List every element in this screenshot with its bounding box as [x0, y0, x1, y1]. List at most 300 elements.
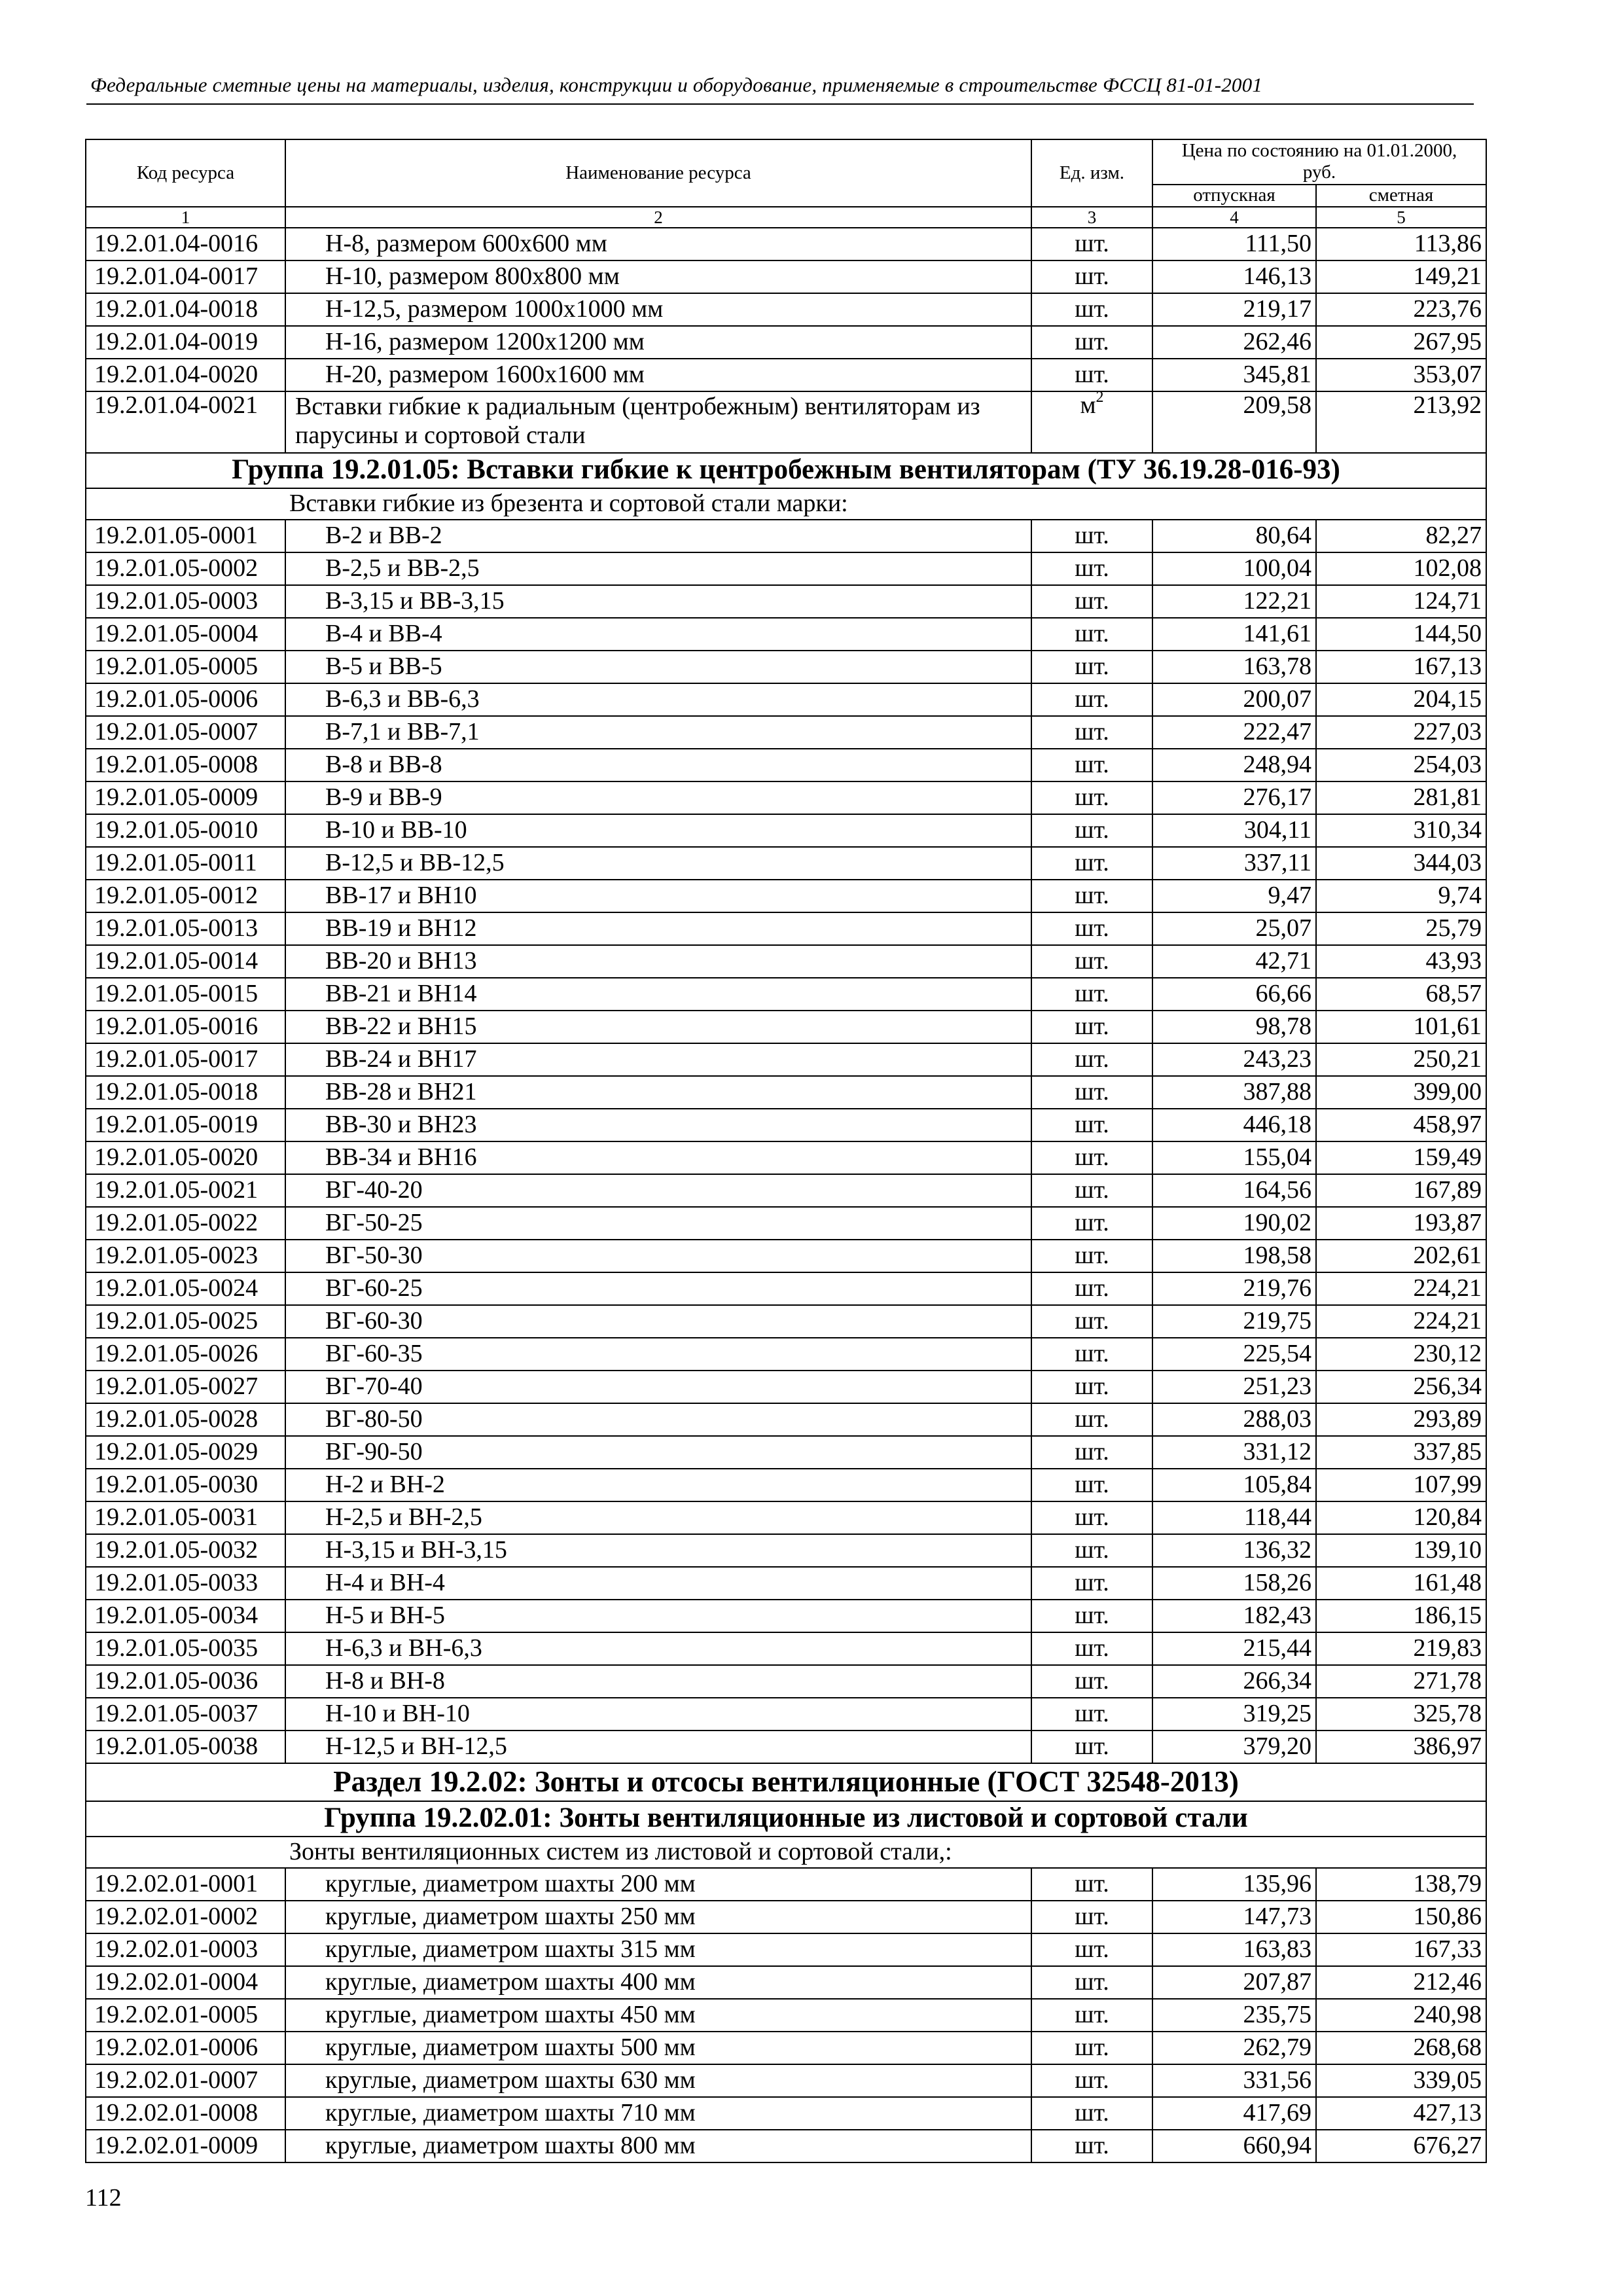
- table-row: [86, 1207, 1486, 1240]
- price-estimate: 193,87: [1316, 1207, 1486, 1240]
- resource-code: 19.2.01.05-0014: [86, 945, 285, 978]
- price-estimate: 268,68: [1316, 2032, 1486, 2064]
- price-estimate: 281,81: [1316, 781, 1486, 814]
- table-row: [86, 1240, 1486, 1272]
- resource-unit: шт.: [1031, 228, 1152, 260]
- table-row: [86, 1371, 1486, 1403]
- price-release: 345,81: [1152, 359, 1316, 391]
- resource-name: Н-12,5, размером 1000х1000 мм: [285, 293, 1031, 326]
- resource-code: 19.2.02.01-0001: [86, 1868, 285, 1901]
- group-subheading-text: Зонты вентиляционных систем из листовой и сортовой стали,:: [86, 1837, 1486, 1868]
- price-estimate: 167,13: [1316, 651, 1486, 683]
- table-row: [86, 260, 1486, 293]
- resource-code: 19.2.01.05-0024: [86, 1272, 285, 1305]
- resource-code: 19.2.02.01-0003: [86, 1933, 285, 1966]
- resource-unit: шт.: [1031, 618, 1152, 651]
- resource-name: Н-12,5 и ВН-12,5: [285, 1731, 1031, 1763]
- price-release: 207,87: [1152, 1966, 1316, 1999]
- resource-code: 19.2.02.01-0006: [86, 2032, 285, 2064]
- resource-unit: шт.: [1031, 1043, 1152, 1076]
- table-row: [86, 1731, 1486, 1763]
- resource-code: 19.2.01.05-0011: [86, 847, 285, 880]
- price-estimate: 202,61: [1316, 1240, 1486, 1272]
- resource-unit: шт.: [1031, 1174, 1152, 1207]
- table-row: [86, 1469, 1486, 1501]
- header-price-release: отпускная: [1152, 185, 1316, 207]
- resource-code: 19.2.01.04-0021: [86, 391, 285, 453]
- resource-code: 19.2.01.05-0005: [86, 651, 285, 683]
- price-estimate: 427,13: [1316, 2097, 1486, 2130]
- table-row: [86, 1403, 1486, 1436]
- group-heading: [86, 1801, 1486, 1837]
- resource-unit: шт.: [1031, 716, 1152, 749]
- table-row: [86, 847, 1486, 880]
- resource-code: 19.2.01.05-0033: [86, 1567, 285, 1600]
- price-release: 387,88: [1152, 1076, 1316, 1109]
- resource-name: В-7,1 и ВВ-7,1: [285, 716, 1031, 749]
- resource-unit: шт.: [1031, 1272, 1152, 1305]
- resource-name: Н-10 и ВН-10: [285, 1698, 1031, 1731]
- resource-code: 19.2.01.05-0025: [86, 1305, 285, 1338]
- price-estimate: 82,27: [1316, 520, 1486, 552]
- price-release: 163,78: [1152, 651, 1316, 683]
- price-estimate: 101,61: [1316, 1011, 1486, 1043]
- section-title: Раздел 19.2.02: Зонты и отсосы вентиляционные (ГОСТ 32548-2013): [86, 1763, 1486, 1801]
- table-row: [86, 618, 1486, 651]
- price-estimate: 250,21: [1316, 1043, 1486, 1076]
- resource-code: 19.2.01.05-0038: [86, 1731, 285, 1763]
- resource-unit: шт.: [1031, 1665, 1152, 1698]
- table-header: [86, 139, 1486, 228]
- resource-unit: шт.: [1031, 1534, 1152, 1567]
- table-row: [86, 1999, 1486, 2032]
- resource-name: В-3,15 и ВВ-3,15: [285, 585, 1031, 618]
- table-row: [86, 1011, 1486, 1043]
- price-release: 9,47: [1152, 880, 1316, 912]
- resource-name: круглые, диаметром шахты 200 мм: [285, 1868, 1031, 1901]
- resource-unit: шт.: [1031, 2064, 1152, 2097]
- resource-name: ВВ-20 и ВН13: [285, 945, 1031, 978]
- resource-unit: шт.: [1031, 1600, 1152, 1632]
- price-estimate: 293,89: [1316, 1403, 1486, 1436]
- table-body: [86, 228, 1486, 2162]
- resource-unit: шт.: [1031, 585, 1152, 618]
- resource-name: ВВ-17 и ВН10: [285, 880, 1031, 912]
- header-rule: [86, 103, 1474, 105]
- price-estimate: 161,48: [1316, 1567, 1486, 1600]
- resource-name: ВГ-80-50: [285, 1403, 1031, 1436]
- resource-code: 19.2.02.01-0004: [86, 1966, 285, 1999]
- resource-code: 19.2.01.04-0020: [86, 359, 285, 391]
- table-row: [86, 1600, 1486, 1632]
- price-release: 331,12: [1152, 1436, 1316, 1469]
- price-release: 225,54: [1152, 1338, 1316, 1371]
- resource-unit: шт.: [1031, 749, 1152, 781]
- resource-name: ВГ-50-25: [285, 1207, 1031, 1240]
- resource-unit: шт.: [1031, 1698, 1152, 1731]
- resource-code: 19.2.01.05-0013: [86, 912, 285, 945]
- resource-code: 19.2.02.01-0007: [86, 2064, 285, 2097]
- price-release: 80,64: [1152, 520, 1316, 552]
- table-row: [86, 293, 1486, 326]
- resource-name: В-2 и ВВ-2: [285, 520, 1031, 552]
- price-release: 417,69: [1152, 2097, 1316, 2130]
- resource-name: Н-5 и ВН-5: [285, 1600, 1031, 1632]
- resource-unit: шт.: [1031, 1901, 1152, 1933]
- price-release: 337,11: [1152, 847, 1316, 880]
- table-row: [86, 1901, 1486, 1933]
- price-estimate: 227,03: [1316, 716, 1486, 749]
- price-table: [85, 139, 1487, 2163]
- resource-name: Н-8, размером 600х600 мм: [285, 228, 1031, 260]
- price-release: 155,04: [1152, 1141, 1316, 1174]
- resource-code: 19.2.01.04-0018: [86, 293, 285, 326]
- unit-exponent: 2: [1096, 391, 1104, 406]
- resource-name: ВВ-21 и ВН14: [285, 978, 1031, 1011]
- resource-unit: шт.: [1031, 1999, 1152, 2032]
- price-release: 288,03: [1152, 1403, 1316, 1436]
- price-estimate: 138,79: [1316, 1868, 1486, 1901]
- resource-name: Н-2 и ВН-2: [285, 1469, 1031, 1501]
- price-release: 319,25: [1152, 1698, 1316, 1731]
- resource-code: 19.2.01.05-0022: [86, 1207, 285, 1240]
- table-row: [86, 2097, 1486, 2130]
- column-number: 1: [86, 207, 285, 228]
- resource-unit: шт.: [1031, 978, 1152, 1011]
- price-release: 98,78: [1152, 1011, 1316, 1043]
- resource-unit: шт.: [1031, 814, 1152, 847]
- resource-unit: шт.: [1031, 880, 1152, 912]
- resource-code: 19.2.01.05-0010: [86, 814, 285, 847]
- table-row: [86, 520, 1486, 552]
- table-row: [86, 1436, 1486, 1469]
- price-estimate: 256,34: [1316, 1371, 1486, 1403]
- price-release: 262,79: [1152, 2032, 1316, 2064]
- price-estimate: 224,21: [1316, 1305, 1486, 1338]
- table-row: [86, 651, 1486, 683]
- column-number: 4: [1152, 207, 1316, 228]
- resource-code: 19.2.01.05-0006: [86, 683, 285, 716]
- table-row: [86, 1868, 1486, 1901]
- unit-base: м: [1080, 391, 1096, 419]
- table-row: [86, 1043, 1486, 1076]
- resource-name: В-10 и ВВ-10: [285, 814, 1031, 847]
- price-release: 122,21: [1152, 585, 1316, 618]
- price-release: 251,23: [1152, 1371, 1316, 1403]
- resource-unit: шт.: [1031, 1868, 1152, 1901]
- table-row: [86, 912, 1486, 945]
- resource-code: 19.2.01.05-0021: [86, 1174, 285, 1207]
- resource-unit: шт.: [1031, 293, 1152, 326]
- group-subheading: [86, 1837, 1486, 1868]
- table-row: [86, 1632, 1486, 1665]
- resource-code: 19.2.01.05-0034: [86, 1600, 285, 1632]
- table-row: [86, 1501, 1486, 1534]
- resource-unit: шт.: [1031, 1966, 1152, 1999]
- price-estimate: 325,78: [1316, 1698, 1486, 1731]
- price-release: 42,71: [1152, 945, 1316, 978]
- resource-name: ВГ-60-35: [285, 1338, 1031, 1371]
- resource-name: ВВ-22 и ВН15: [285, 1011, 1031, 1043]
- resource-unit: шт.: [1031, 1469, 1152, 1501]
- price-estimate: 120,84: [1316, 1501, 1486, 1534]
- price-estimate: 219,83: [1316, 1632, 1486, 1665]
- resource-name: В-6,3 и ВВ-6,3: [285, 683, 1031, 716]
- table-row: [86, 1933, 1486, 1966]
- table-row: [86, 1338, 1486, 1371]
- resource-code: 19.2.02.01-0002: [86, 1901, 285, 1933]
- table-row: [86, 1141, 1486, 1174]
- table-row: [86, 1698, 1486, 1731]
- price-estimate: 102,08: [1316, 552, 1486, 585]
- table-row: [86, 2032, 1486, 2064]
- resource-code: 19.2.01.05-0023: [86, 1240, 285, 1272]
- resource-code: 19.2.01.05-0009: [86, 781, 285, 814]
- price-estimate: 186,15: [1316, 1600, 1486, 1632]
- group-title: Группа 19.2.02.01: Зонты вентиляционные из листовой и сортовой стали: [86, 1801, 1486, 1837]
- resource-name: ВГ-60-30: [285, 1305, 1031, 1338]
- price-estimate: 230,12: [1316, 1338, 1486, 1371]
- price-release: 660,94: [1152, 2130, 1316, 2162]
- resource-name: круглые, диаметром шахты 710 мм: [285, 2097, 1031, 2130]
- price-release: 215,44: [1152, 1632, 1316, 1665]
- resource-name: круглые, диаметром шахты 630 мм: [285, 2064, 1031, 2097]
- table-row: [86, 814, 1486, 847]
- resource-code: 19.2.01.05-0020: [86, 1141, 285, 1174]
- resource-unit: шт.: [1031, 912, 1152, 945]
- resource-code: 19.2.01.05-0008: [86, 749, 285, 781]
- resource-unit: шт.: [1031, 1567, 1152, 1600]
- resource-code: 19.2.01.05-0019: [86, 1109, 285, 1141]
- price-release: 209,58: [1152, 391, 1316, 453]
- price-release: 25,07: [1152, 912, 1316, 945]
- price-release: 163,83: [1152, 1933, 1316, 1966]
- resource-name: В-5 и ВВ-5: [285, 651, 1031, 683]
- table-row: [86, 2130, 1486, 2162]
- table-row: [86, 1305, 1486, 1338]
- page-number: 112: [85, 2184, 122, 2212]
- resource-unit: шт.: [1031, 651, 1152, 683]
- table-row: [86, 391, 1486, 453]
- price-release: 262,46: [1152, 326, 1316, 359]
- resource-code: 19.2.01.05-0017: [86, 1043, 285, 1076]
- resource-code: 19.2.01.05-0028: [86, 1403, 285, 1436]
- resource-name: ВГ-60-25: [285, 1272, 1031, 1305]
- price-estimate: 399,00: [1316, 1076, 1486, 1109]
- resource-code: 19.2.01.05-0007: [86, 716, 285, 749]
- price-estimate: 25,79: [1316, 912, 1486, 945]
- resource-unit: шт.: [1031, 683, 1152, 716]
- price-estimate: 339,05: [1316, 2064, 1486, 2097]
- resource-unit: шт.: [1031, 1933, 1152, 1966]
- price-estimate: 167,89: [1316, 1174, 1486, 1207]
- price-release: 331,56: [1152, 2064, 1316, 2097]
- price-release: 379,20: [1152, 1731, 1316, 1763]
- resource-name: Н-20, размером 1600х1600 мм: [285, 359, 1031, 391]
- resource-unit: шт.: [1031, 1632, 1152, 1665]
- resource-code: 19.2.01.05-0029: [86, 1436, 285, 1469]
- header-name: Наименование ресурса: [285, 139, 1031, 207]
- resource-code: 19.2.01.04-0016: [86, 228, 285, 260]
- price-release: 276,17: [1152, 781, 1316, 814]
- price-estimate: 159,49: [1316, 1141, 1486, 1174]
- table-row: [86, 749, 1486, 781]
- header-code: Код ресурса: [86, 139, 285, 207]
- resource-name: Н-10, размером 800х800 мм: [285, 260, 1031, 293]
- resource-name: круглые, диаметром шахты 450 мм: [285, 1999, 1031, 2032]
- price-estimate: 149,21: [1316, 260, 1486, 293]
- table-row: [86, 683, 1486, 716]
- price-estimate: 9,74: [1316, 880, 1486, 912]
- price-release: 105,84: [1152, 1469, 1316, 1501]
- price-release: 219,76: [1152, 1272, 1316, 1305]
- resource-code: 19.2.01.05-0003: [86, 585, 285, 618]
- resource-unit: шт.: [1031, 1436, 1152, 1469]
- resource-code: 19.2.01.05-0036: [86, 1665, 285, 1698]
- resource-name: ВВ-24 и ВН17: [285, 1043, 1031, 1076]
- table-row: [86, 781, 1486, 814]
- resource-code: 19.2.01.05-0032: [86, 1534, 285, 1567]
- price-release: 446,18: [1152, 1109, 1316, 1141]
- resource-unit: шт.: [1031, 781, 1152, 814]
- table-row: [86, 228, 1486, 260]
- price-estimate: 224,21: [1316, 1272, 1486, 1305]
- price-release: 164,56: [1152, 1174, 1316, 1207]
- price-release: 219,17: [1152, 293, 1316, 326]
- section-heading: [86, 1763, 1486, 1801]
- resource-name: В-4 и ВВ-4: [285, 618, 1031, 651]
- resource-code: 19.2.01.05-0016: [86, 1011, 285, 1043]
- resource-code: 19.2.01.04-0019: [86, 326, 285, 359]
- resource-name: В-12,5 и ВВ-12,5: [285, 847, 1031, 880]
- price-release: 118,44: [1152, 1501, 1316, 1534]
- resource-code: 19.2.02.01-0005: [86, 1999, 285, 2032]
- running-header: Федеральные сметные цены на материалы, изделия, конструкции и оборудование, применяемые в строительстве ФССЦ 81-01-2001: [90, 73, 1263, 96]
- table-row: [86, 1109, 1486, 1141]
- resource-unit: шт.: [1031, 1076, 1152, 1109]
- resource-code: 19.2.01.05-0026: [86, 1338, 285, 1371]
- table-row: [86, 2064, 1486, 2097]
- price-release: 66,66: [1152, 978, 1316, 1011]
- table-row: [86, 1076, 1486, 1109]
- resource-name: круглые, диаметром шахты 400 мм: [285, 1966, 1031, 1999]
- price-release: 141,61: [1152, 618, 1316, 651]
- column-number: 2: [285, 207, 1031, 228]
- table-row: [86, 1966, 1486, 1999]
- resource-code: 19.2.02.01-0008: [86, 2097, 285, 2130]
- resource-name: Н-3,15 и ВН-3,15: [285, 1534, 1031, 1567]
- price-release: 146,13: [1152, 260, 1316, 293]
- resource-name: круглые, диаметром шахты 250 мм: [285, 1901, 1031, 1933]
- resource-unit: шт.: [1031, 326, 1152, 359]
- price-estimate: 150,86: [1316, 1901, 1486, 1933]
- resource-name: Н-8 и ВН-8: [285, 1665, 1031, 1698]
- resource-unit: шт.: [1031, 1011, 1152, 1043]
- price-release: 219,75: [1152, 1305, 1316, 1338]
- resource-unit: шт.: [1031, 1501, 1152, 1534]
- price-release: 190,02: [1152, 1207, 1316, 1240]
- resource-name: Н-6,3 и ВН-6,3: [285, 1632, 1031, 1665]
- table-row: [86, 716, 1486, 749]
- table-row: [86, 326, 1486, 359]
- price-estimate: 113,86: [1316, 228, 1486, 260]
- resource-code: 19.2.01.04-0017: [86, 260, 285, 293]
- resource-unit: шт.: [1031, 847, 1152, 880]
- price-release: 100,04: [1152, 552, 1316, 585]
- resource-unit: шт.: [1031, 945, 1152, 978]
- resource-name: круглые, диаметром шахты 500 мм: [285, 2032, 1031, 2064]
- resource-unit: шт.: [1031, 1305, 1152, 1338]
- price-estimate: 212,46: [1316, 1966, 1486, 1999]
- price-estimate: 254,03: [1316, 749, 1486, 781]
- resource-name: Н-2,5 и ВН-2,5: [285, 1501, 1031, 1534]
- resource-name: ВГ-90-50: [285, 1436, 1031, 1469]
- resource-name: ВГ-70-40: [285, 1371, 1031, 1403]
- table-row: [86, 1174, 1486, 1207]
- price-release: 147,73: [1152, 1901, 1316, 1933]
- price-release: 182,43: [1152, 1600, 1316, 1632]
- resource-name: ВВ-30 и ВН23: [285, 1109, 1031, 1141]
- column-number: 5: [1316, 207, 1486, 228]
- price-estimate: 204,15: [1316, 683, 1486, 716]
- price-estimate: 213,92: [1316, 391, 1486, 453]
- resource-code: 19.2.01.05-0027: [86, 1371, 285, 1403]
- resource-name: круглые, диаметром шахты 315 мм: [285, 1933, 1031, 1966]
- price-release: 235,75: [1152, 1999, 1316, 2032]
- price-estimate: 144,50: [1316, 618, 1486, 651]
- header-unit: Ед. изм.: [1031, 139, 1152, 207]
- resource-code: 19.2.01.05-0031: [86, 1501, 285, 1534]
- price-estimate: 107,99: [1316, 1469, 1486, 1501]
- resource-unit: шт.: [1031, 260, 1152, 293]
- price-release: 266,34: [1152, 1665, 1316, 1698]
- header-price-estimate: сметная: [1316, 185, 1486, 207]
- resource-name: ВГ-40-20: [285, 1174, 1031, 1207]
- resource-unit: шт.: [1031, 1141, 1152, 1174]
- resource-code: 19.2.01.05-0001: [86, 520, 285, 552]
- resource-code: 19.2.01.05-0035: [86, 1632, 285, 1665]
- price-estimate: 337,85: [1316, 1436, 1486, 1469]
- price-estimate: 223,76: [1316, 293, 1486, 326]
- table-row: [86, 880, 1486, 912]
- resource-name: ВГ-50-30: [285, 1240, 1031, 1272]
- table-row: [86, 1272, 1486, 1305]
- resource-name: В-8 и ВВ-8: [285, 749, 1031, 781]
- price-release: 198,58: [1152, 1240, 1316, 1272]
- resource-unit: шт.: [1031, 2130, 1152, 2162]
- resource-code: 19.2.01.05-0037: [86, 1698, 285, 1731]
- price-estimate: 386,97: [1316, 1731, 1486, 1763]
- group-title: Группа 19.2.01.05: Вставки гибкие к центробежным вентиляторам (ТУ 36.19.28-016-93): [86, 453, 1486, 488]
- table-row: [86, 1665, 1486, 1698]
- group-subheading: [86, 488, 1486, 520]
- resource-unit: шт.: [1031, 1731, 1152, 1763]
- table-row: [86, 1567, 1486, 1600]
- price-estimate: 676,27: [1316, 2130, 1486, 2162]
- table-row: [86, 978, 1486, 1011]
- resource-unit: шт.: [1031, 1403, 1152, 1436]
- price-estimate: 139,10: [1316, 1534, 1486, 1567]
- resource-unit: шт.: [1031, 1338, 1152, 1371]
- resource-unit: шт.: [1031, 359, 1152, 391]
- resource-name: Н-4 и ВН-4: [285, 1567, 1031, 1600]
- resource-name: В-2,5 и ВВ-2,5: [285, 552, 1031, 585]
- resource-code: 19.2.02.01-0009: [86, 2130, 285, 2162]
- price-release: 304,11: [1152, 814, 1316, 847]
- resource-name: Н-16, размером 1200х1200 мм: [285, 326, 1031, 359]
- group-heading: [86, 453, 1486, 488]
- resource-unit: шт.: [1031, 2032, 1152, 2064]
